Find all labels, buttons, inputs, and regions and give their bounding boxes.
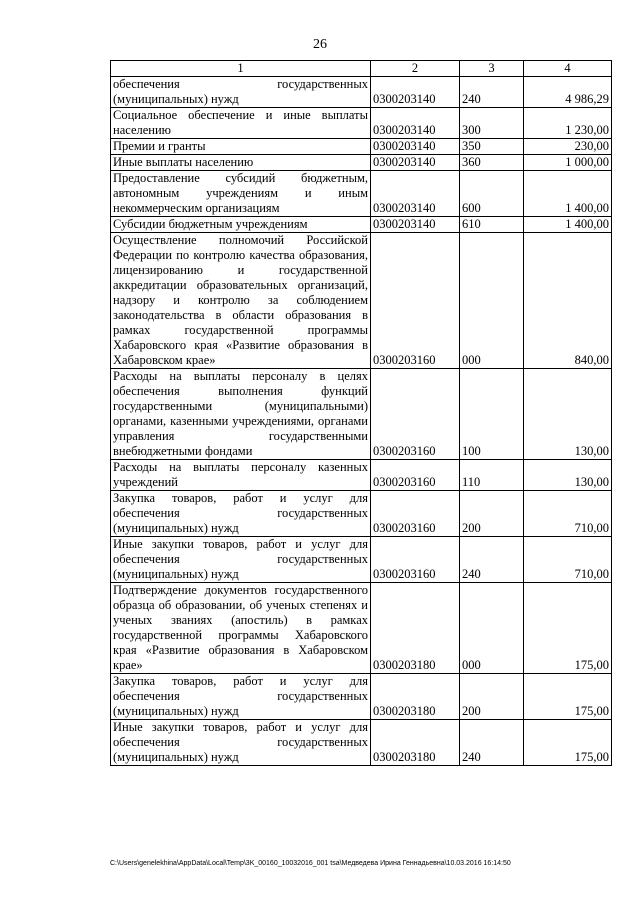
row-name: Предоставление субсидий бюджетным, автономным учреждениям и иным некоммерческим организациям [111,171,371,217]
row-sum: 230,00 [524,139,612,155]
footer-file-path: C:\Users\genelekhina\AppData\Local\Temp\3K_00160_10032016_001 tsa\Медведева Ирина Геннадьевна\10.03.2016 16:14:50 [110,860,511,867]
row-sum: 175,00 [524,583,612,674]
table-row [111,108,612,139]
table-row [111,460,612,491]
row-type: 200 [460,491,524,537]
row-sum: 4 986,29 [524,77,612,108]
row-sum: 710,00 [524,491,612,537]
row-name: обеспечения государственных (муниципальных) нужд [111,77,371,108]
table-row [111,369,612,460]
row-type: 200 [460,674,524,720]
row-sum: 1 000,00 [524,155,612,171]
table-row [111,155,612,171]
row-sum: 840,00 [524,233,612,369]
row-code: 0300203160 [371,233,460,369]
row-name: Иные выплаты населению [111,155,371,171]
row-code: 0300203140 [371,217,460,233]
row-code: 0300203140 [371,77,460,108]
column-header-name: 1 [111,61,371,77]
row-name: Субсидии бюджетным учреждениям [111,217,371,233]
table-row [111,674,612,720]
page-number: 26 [313,37,327,52]
table-row [111,217,612,233]
row-sum: 1 400,00 [524,171,612,217]
column-header-type: 3 [460,61,524,77]
row-name: Подтверждение документов государственного образца об образовании, об ученых степенях и ученых званиях (апостиль) в рамках государственной программы Хабаровского края «Развитие образования в Хабаровском крае» [111,583,371,674]
table-row [111,537,612,583]
row-type: 240 [460,77,524,108]
row-code: 0300203160 [371,369,460,460]
row-code: 0300203140 [371,171,460,217]
row-type: 600 [460,171,524,217]
row-type: 240 [460,720,524,766]
table-row [111,139,612,155]
budget-table [110,60,612,766]
row-code: 0300203140 [371,155,460,171]
table-row [111,77,612,108]
row-name: Закупка товаров, работ и услуг для обеспечения государственных (муниципальных) нужд [111,491,371,537]
row-name: Расходы на выплаты персоналу в целях обеспечения выполнения функций государственными (муниципальными) органами, казенными учреждениями, органами управления государственными внебюджетными фондами [111,369,371,460]
row-type: 100 [460,369,524,460]
table-row [111,171,612,217]
row-type: 240 [460,537,524,583]
row-sum: 1 400,00 [524,217,612,233]
row-code: 0300203180 [371,674,460,720]
row-code: 0300203180 [371,720,460,766]
row-name: Премии и гранты [111,139,371,155]
row-name: Социальное обеспечение и иные выплаты населению [111,108,371,139]
row-sum: 175,00 [524,720,612,766]
row-code: 0300203180 [371,583,460,674]
column-header-sum: 4 [524,61,612,77]
row-code: 0300203140 [371,139,460,155]
table-row [111,720,612,766]
table-row [111,583,612,674]
row-name: Иные закупки товаров, работ и услуг для обеспечения государственных (муниципальных) нужд [111,720,371,766]
row-sum: 1 230,00 [524,108,612,139]
table-header-row [111,61,612,77]
row-type: 610 [460,217,524,233]
table-row [111,491,612,537]
row-type: 300 [460,108,524,139]
row-code: 0300203140 [371,108,460,139]
row-sum: 130,00 [524,369,612,460]
row-code: 0300203160 [371,460,460,491]
row-type: 350 [460,139,524,155]
row-type: 110 [460,460,524,491]
row-type: 360 [460,155,524,171]
row-code: 0300203160 [371,491,460,537]
row-name: Осуществление полномочий Российской Федерации по контролю качества образования, лицензированию и государственной аккредитации образовательных организаций, надзору и контролю за соблюдением законодательства в области образования в рамках государственной программы Хабаровского края «Развитие образования в Хабаровском крае» [111,233,371,369]
column-header-code: 2 [371,61,460,77]
row-name: Иные закупки товаров, работ и услуг для обеспечения государственных (муниципальных) нужд [111,537,371,583]
row-type: 000 [460,583,524,674]
row-code: 0300203160 [371,537,460,583]
table-row [111,233,612,369]
row-sum: 175,00 [524,674,612,720]
row-sum: 130,00 [524,460,612,491]
row-sum: 710,00 [524,537,612,583]
row-name: Закупка товаров, работ и услуг для обеспечения государственных (муниципальных) нужд [111,674,371,720]
row-type: 000 [460,233,524,369]
row-name: Расходы на выплаты персоналу казенных учреждений [111,460,371,491]
